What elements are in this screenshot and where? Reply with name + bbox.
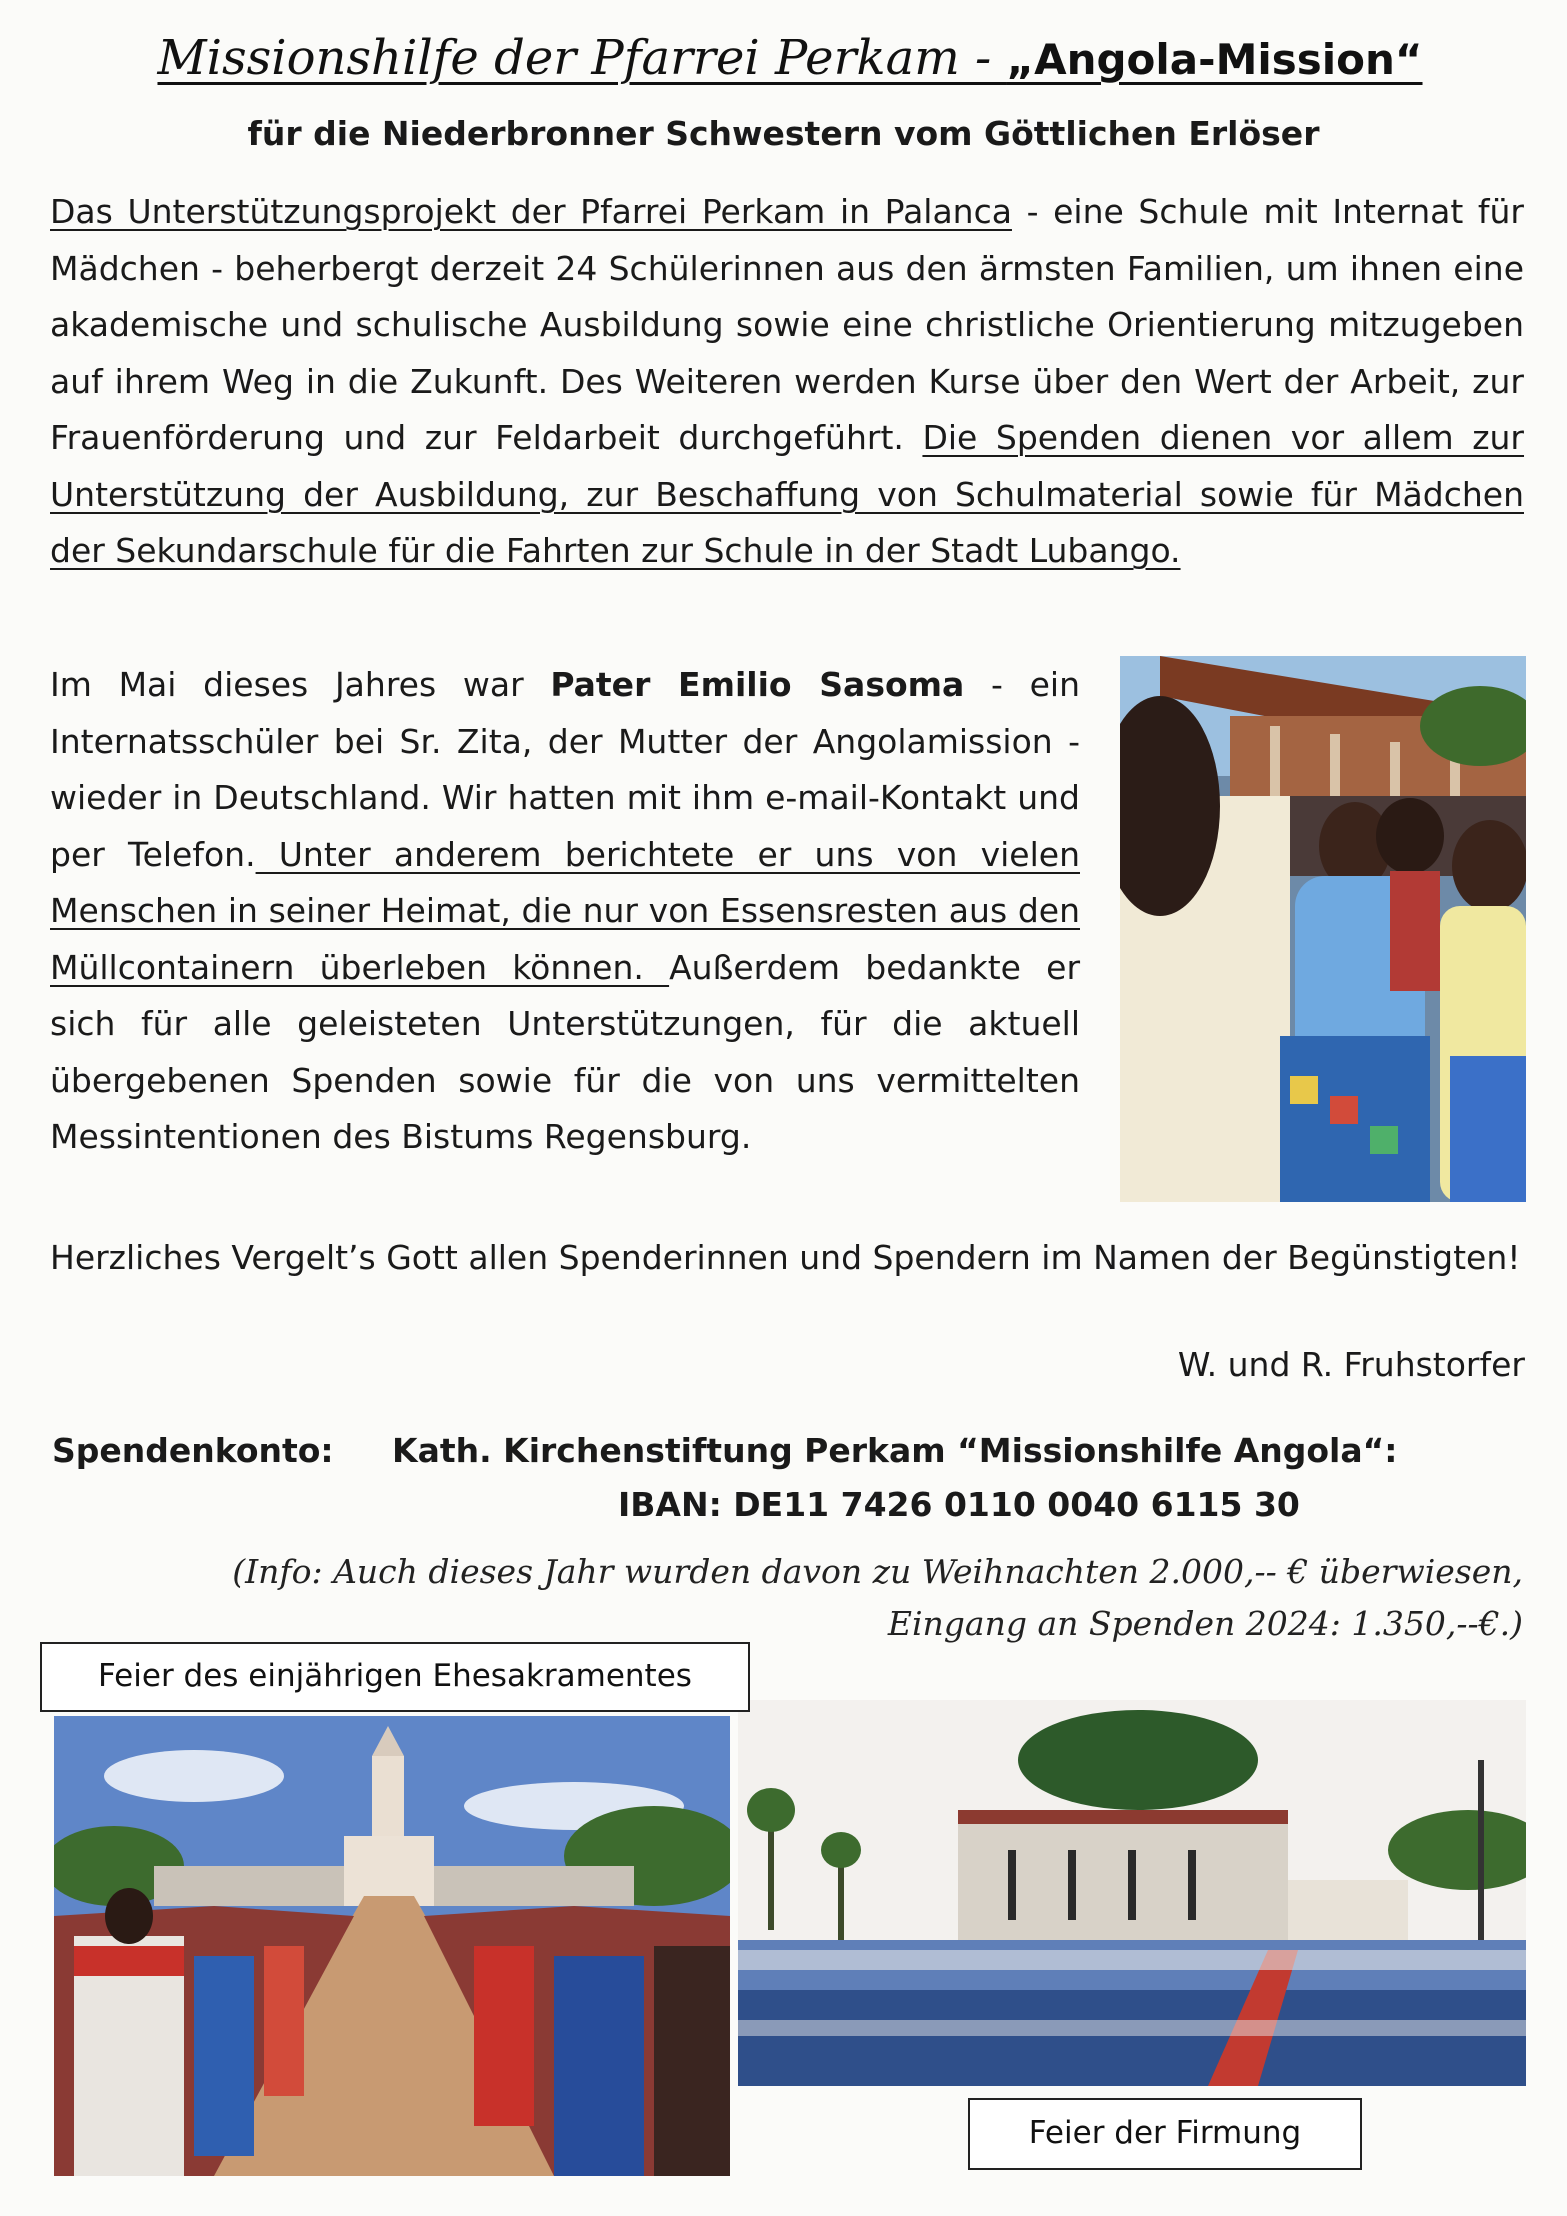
paragraph-project [50,184,1524,580]
iban: IBAN: DE11 7426 0110 0040 6115 30 [618,1485,1300,1524]
donation-info [63,1546,1523,1650]
account-name: Kath. Kirchenstiftung Perkam “Missionshilfe Angola“: [392,1431,1398,1470]
visit-thanks: Außerdem bedankte er sich für alle geleisteten Unterstützungen, für die aktuell übergebenen Spenden sowie für die von uns vermittelten Messintentionen des Bistums Regensburg. [50,947,1081,1156]
visit-text: - ein Internatsschüler bei Sr. Zita, der Mutter der Angolamission - wieder in Deutschland. Wir hatten mit ihm e-mail-Kontakt und per Telefon. [50,665,1080,874]
title-highlight: „Angola-Mission“ [1006,35,1423,84]
priest-name: Pater Emilio Sasoma [550,665,965,704]
caption-marriage: Feier des einjährigen Ehesakramentes [40,1642,750,1712]
account-label: Spendenkonto: [52,1431,334,1470]
caption-confirmation: Feier der Firmung [968,2098,1362,2170]
visit-intro: Im Mai dieses Jahres war [50,665,551,704]
photo-confirmation-celebration [738,1700,1526,2086]
project-intro: Das Unterstützungsprojekt der Pfarrei Perkam in Palanca [50,192,1012,231]
paragraph-visit [50,657,1080,1166]
page-subtitle: für die Niederbronner Schwestern vom Göttlichen Erlöser [247,114,1320,153]
page-title [80,28,1500,90]
project-text: - eine Schule mit Internat für Mädchen - beherbergt derzeit 24 Schülerinnen aus den ärmsten Familien, um ihnen eine akademische und schulische Ausbildung sowie eine christliche Orientierung mitzugeben auf ihrem Weg in die Zukunft. Des Weiteren werden Kurse über den Wert der Arbeit, zur Frauenförderung und zur Feldarbeit durchgeführt. [50,192,1524,457]
photo-marriage-celebration [54,1716,730,2176]
info-line-2: Eingang an Spenden 2024: 1.350,--€.) [887,1604,1523,1643]
photo-ceremony-closeup [1120,656,1526,1202]
info-line-1: (Info: Auch dieses Jahr wurden davon zu Weihnachten 2.000,-- € überwiesen, [232,1552,1523,1591]
title-main: Missionshilfe der Pfarrei Perkam - [157,30,1007,86]
paragraph-thanks: Herzliches Vergelt’s Gott allen Spenderinnen und Spendern im Namen der Begünstigten! [50,1238,1521,1277]
signature: W. und R. Fruhstorfer [1177,1345,1525,1384]
visit-report: Unter anderem berichtete er uns von vielen Menschen in seiner Heimat, die nur von Essensresten aus den Müllcontainern überleben können. [50,834,1080,987]
donation-purpose: Die Spenden dienen vor allem zur Unterstützung der Ausbildung, zur Beschaffung von Schulmaterial sowie für Mädchen der Sekundarschule für die Fahrten zur Schule in der Stadt Lubango. [50,418,1525,570]
